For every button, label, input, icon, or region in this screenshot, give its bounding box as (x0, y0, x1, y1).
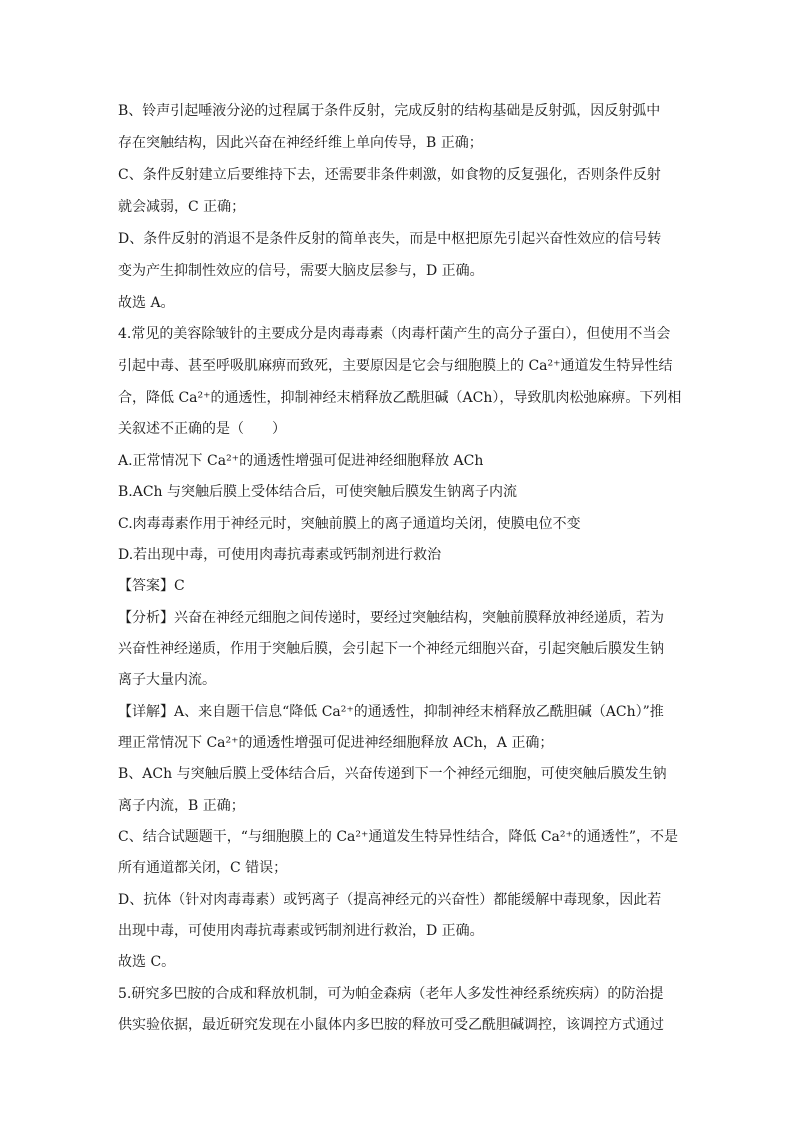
text-line: 【分析】兴奋在神经元细胞之间传递时，要经过突触结构，突触前膜释放神经递质，若为 (118, 610, 664, 626)
text-line: 【答案】C (118, 578, 185, 594)
text-line: C.肉毒毒素作用于神经元时，突触前膜上的离子通道均关闭，使膜电位不变 (118, 516, 581, 532)
text-line: 存在突触结构，因此兴奋在神经纤维上单向传导，B 正确； (118, 135, 483, 151)
text-line: D、抗体（针对肉毒毒素）或钙离子（提高神经元的兴奋性）都能缓解中毒现象，因此若 (118, 892, 662, 908)
text-line: 离子大量内流。 (118, 672, 216, 688)
text-line: B、ACh 与突触后膜上受体结合后，兴奋传递到下一个神经元细胞，可使突触后膜发生钠 (118, 766, 667, 782)
text-line: 供实验依据，最近研究发现在小鼠体内多巴胺的释放可受乙酰胆碱调控，该调控方式通过 (118, 1017, 664, 1033)
text-line: C、条件反射建立后要维持下去，还需要非条件刺激，如食物的反复强化，否则条件反射 (118, 167, 661, 183)
text-line: 【详解】A、来自题干信息“降低 Ca²⁺的通透性，抑制神经末梢释放乙酰胆碱（ACh）”推 (118, 704, 664, 720)
text-line: 理正常情况下 Ca²⁺的通透性增强可促进神经细胞释放 ACh，A 正确； (118, 735, 554, 751)
text-line: 4.常见的美容除皱针的主要成分是肉毒毒素（肉毒杆菌产生的高分子蛋白），但使用不当会 (118, 326, 671, 342)
text-line: 出现中毒，可使用肉毒抗毒素或钙制剂进行救治，D 正确。 (118, 923, 484, 939)
text-line: 变为产生抑制性效应的信号，需要大脑皮层参与，D 正确。 (118, 263, 484, 279)
text-line: 关叙述不正确的是（ ） (118, 421, 286, 437)
text-line: 离子内流，B 正确； (118, 798, 245, 814)
text-line: 故选 C。 (118, 954, 176, 970)
text-line: 故选 A。 (118, 295, 175, 311)
text-line: A.正常情况下 Ca²⁺的通透性增强可促进神经细胞释放 ACh (118, 453, 484, 469)
text-line: 所有通道都关闭，C 错误； (118, 860, 288, 876)
text-line: D.若出现中毒，可使用肉毒抗毒素或钙制剂进行救治 (118, 547, 442, 563)
text-line: D、条件反射的消退不是条件反射的简单丧失，而是中枢把原先引起兴奋性效应的信号转 (118, 231, 662, 247)
text-line: 5.研究多巴胺的合成和释放机制，可为帕金森病（老年人多发性神经系统疾病）的防治提 (118, 986, 664, 1002)
text-line: C、结合试题题干，“与细胞膜上的 Ca²⁺通道发生特异性结合，降低 Ca²⁺的通透性”，不是 (118, 829, 679, 845)
text-line: B、铃声引起唾液分泌的过程属于条件反射，完成反射的结构基础是反射弧，因反射弧中 (118, 103, 661, 119)
text-line: 合，降低 Ca²⁺的通透性，抑制神经末梢释放乙酰胆碱（ACh），导致肌肉松弛麻痹。下列相 (118, 390, 682, 406)
text-line: 引起中毒、甚至呼吸肌麻痹而致死，主要原因是它会与细胞膜上的 Ca²⁺通道发生特异性结 (118, 358, 673, 374)
text-line: 兴奋性神经递质，作用于突触后膜，会引起下一个神经元细胞兴奋，引起突触后膜发生钠 (118, 641, 664, 657)
text-line: 就会减弱，C 正确； (118, 199, 246, 215)
text-line: B.ACh 与突触后膜上受体结合后，可使突触后膜发生钠离子内流 (118, 484, 518, 500)
